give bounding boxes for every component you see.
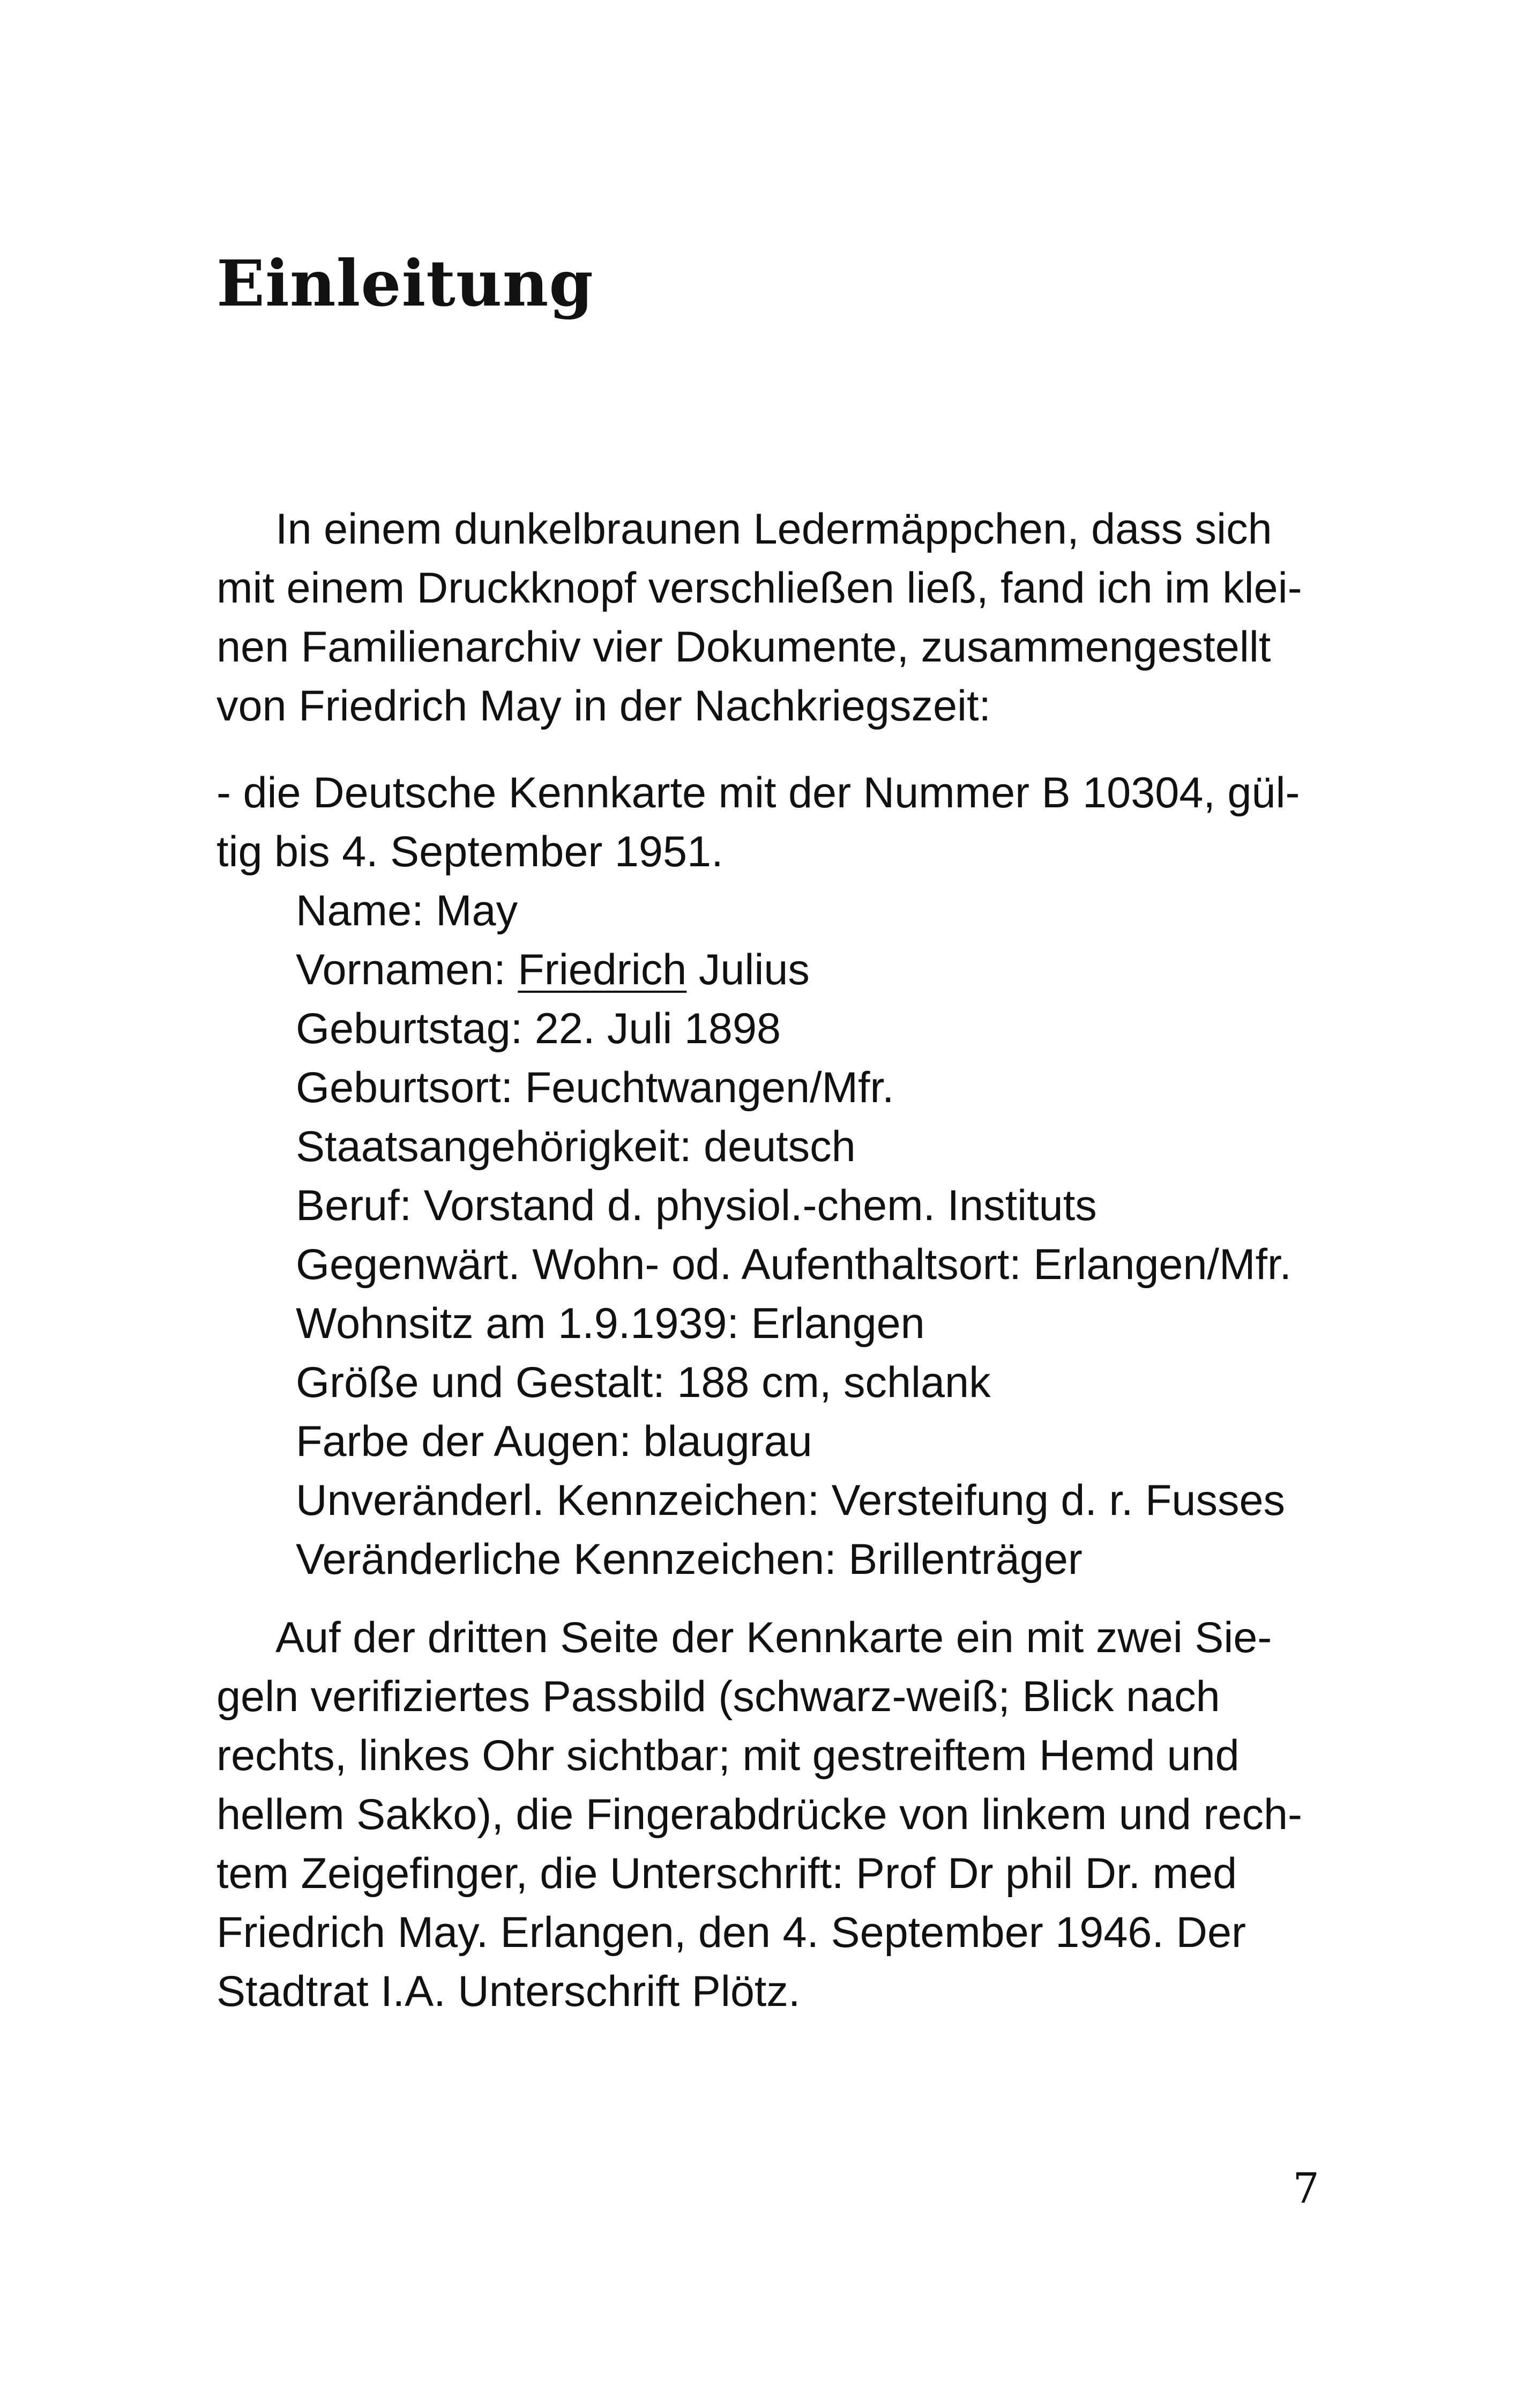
paragraph-line: rechts, linkes Ohr sichtbar; mit gestreiftem Hemd und <box>216 1731 1240 1780</box>
field-aufenthaltsort: Gegenwärt. Wohn- od. Aufenthaltsort: Erlangen/Mfr. <box>296 1240 1292 1289</box>
paragraph-line: tem Zeigefinger, die Unterschrift: Prof Dr phil Dr. med <box>216 1849 1237 1898</box>
kennkarte-intro-paragraph <box>216 763 1319 881</box>
field-name: Name: May <box>296 887 518 935</box>
field-staatsangehoerigkeit: Staatsangehörigkeit: deutsch <box>296 1123 856 1171</box>
field-unveraenderl-kennzeichen: Unveränderl. Kennzeichen: Versteifung d. r. Fusses <box>296 1476 1286 1525</box>
paragraph-line: nen Familienarchiv vier Dokumente, zusammengestellt <box>216 623 1271 671</box>
paragraph-line: In einem dunkelbraunen Ledermäppchen, dass sich <box>275 505 1272 553</box>
paragraph-line: von Friedrich May in der Nachkriegszeit: <box>216 682 991 730</box>
paragraph-line: Stadtrat I.A. Unterschrift Plötz. <box>216 1967 801 2016</box>
paragraph-line: geln verifiziertes Passbild (schwarz-weiß; Blick nach <box>216 1673 1220 1721</box>
field-vornamen-underlined-name: Friedrich <box>518 946 687 994</box>
kennkarte-field-list <box>296 881 1368 1589</box>
paragraph-line: hellem Sakko), die Fingerabdrücke von linkem und rech- <box>216 1790 1302 1839</box>
field-vornamen <box>296 940 1368 999</box>
field-geburtstag: Geburtstag: 22. Juli 1898 <box>296 1005 781 1053</box>
paragraph-line: tig bis 4. September 1951. <box>216 828 723 876</box>
field-beruf: Beruf: Vorstand d. physiol.-chem. Instituts <box>296 1181 1097 1230</box>
intro-paragraph <box>216 500 1319 735</box>
passbild-paragraph <box>216 1608 1319 2021</box>
paragraph-line: mit einem Druckknopf verschließen ließ, fand ich im klei- <box>216 564 1302 612</box>
paragraph-line: - die Deutsche Kennkarte mit der Nummer B 10304, gül- <box>216 769 1300 817</box>
field-vornamen-label: Vornamen: <box>296 946 518 994</box>
field-wohnsitz: Wohnsitz am 1.9.1939: Erlangen <box>296 1299 925 1348</box>
field-veraenderliche-kennzeichen: Veränderliche Kennzeichen: Brillenträger <box>296 1535 1082 1584</box>
field-groesse: Größe und Gestalt: 188 cm, schlank <box>296 1358 991 1407</box>
field-augen: Farbe der Augen: blaugrau <box>296 1417 812 1466</box>
field-vornamen-rest: Julius <box>686 946 810 994</box>
page-number: 7 <box>1293 2165 1319 2213</box>
chapter-heading: Einleitung <box>216 246 594 321</box>
field-geburtsort: Geburtsort: Feuchtwangen/Mfr. <box>296 1064 894 1112</box>
paragraph-line: Friedrich May. Erlangen, den 4. September 1946. Der <box>216 1908 1246 1957</box>
paragraph-line: Auf der dritten Seite der Kennkarte ein mit zwei Sie- <box>275 1614 1272 1662</box>
